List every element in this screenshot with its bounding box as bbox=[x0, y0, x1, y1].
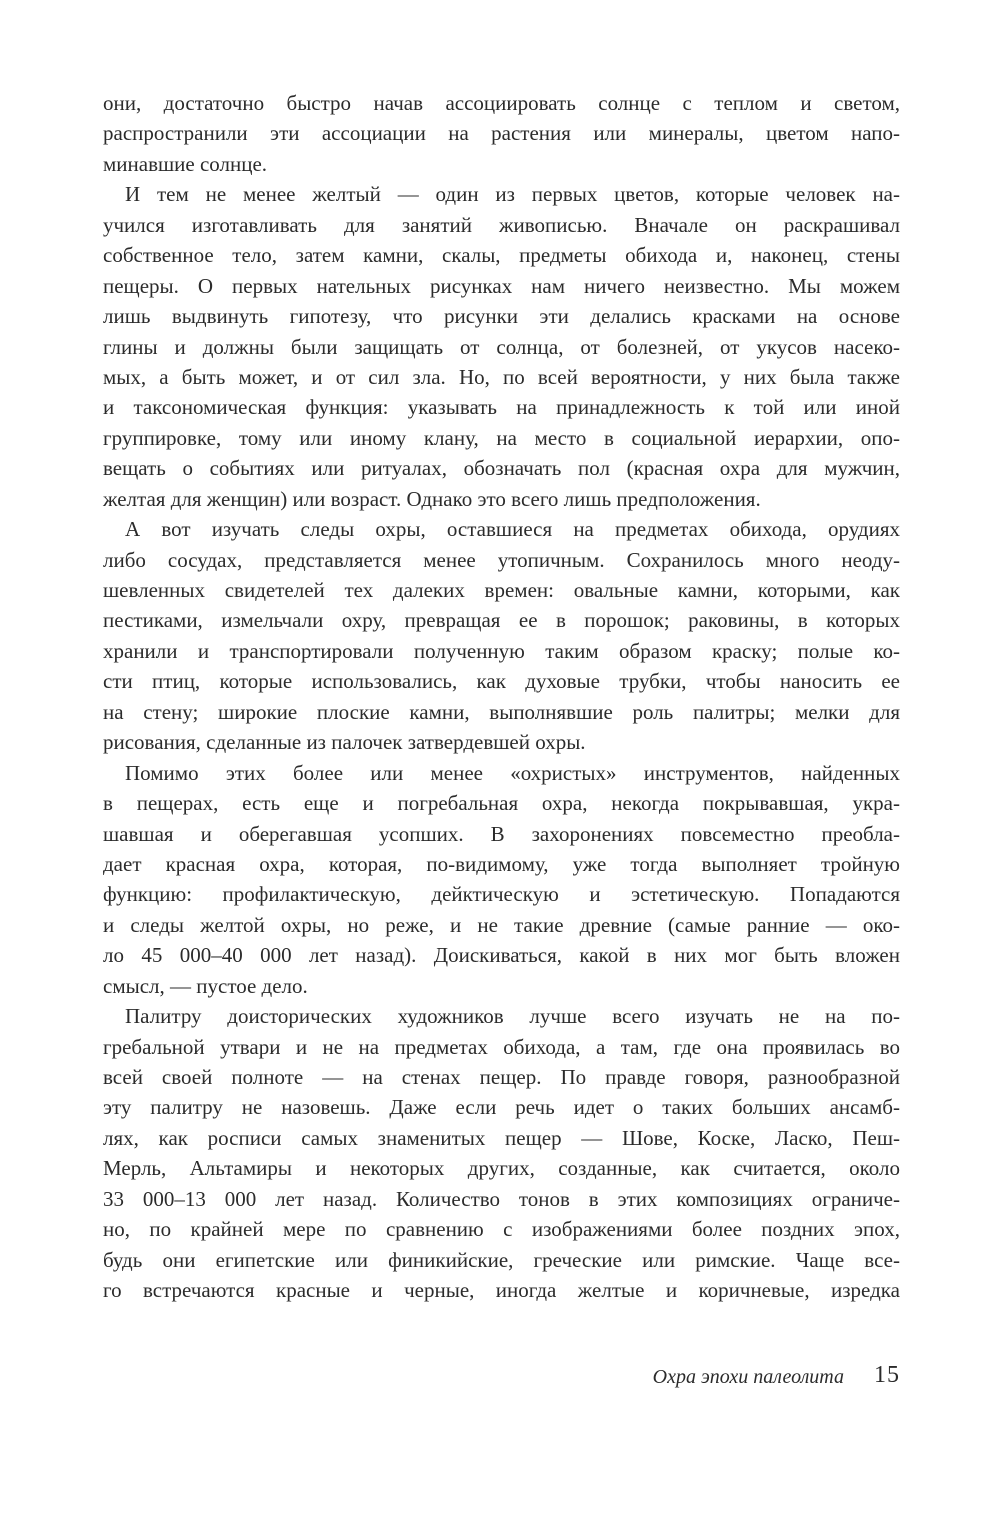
page-number: 15 bbox=[874, 1362, 900, 1388]
text-line: либо сосудах, представляется менее утопичным. Сохранилось много неоду- bbox=[103, 547, 900, 572]
text-line: лишь выдвинуть гипотезу, что рисунки эти делались красками на основе bbox=[103, 304, 900, 329]
text-line: вещать о событиях или ритуалах, обозначать пол (красная охра для мужчин, bbox=[103, 456, 900, 481]
paragraph bbox=[103, 88, 900, 179]
page-footer bbox=[103, 1360, 900, 1396]
text-line: сти птиц, которые использовались, как духовые трубки, чтобы наносить ее bbox=[103, 669, 900, 694]
text-line: минавшие солнце. bbox=[103, 151, 268, 176]
text-line: 33 000–13 000 лет назад. Количество тонов в этих композициях ограниче- bbox=[103, 1186, 900, 1211]
text-line: эту палитру не назовешь. Даже если речь идет о таких больших ансамб- bbox=[103, 1095, 900, 1120]
text-line: ло 45 000–40 000 лет назад). Доискиваться, какой в них мог быть вложен bbox=[103, 943, 900, 968]
text-line: но, по крайней мере по сравнению с изображениями более поздних эпох, bbox=[103, 1217, 900, 1242]
text-line: Палитру доисторических художников лучше всего изучать не на по- bbox=[125, 1004, 900, 1029]
text-line: смысл, — пустое дело. bbox=[103, 973, 308, 998]
text-line: глины и должны были защищать от солнца, от болезней, от укусов насеко- bbox=[103, 334, 900, 359]
paragraph bbox=[103, 179, 900, 514]
text-line: и таксономическая функция: указывать на принадлежность к той или иной bbox=[103, 395, 900, 420]
text-line: желтая для женщин) или возраст. Однако это всего лишь предположения. bbox=[103, 486, 761, 511]
text-line: дает красная охра, которая, по-видимому, уже тогда выполняет тройную bbox=[103, 851, 900, 876]
text-line: И тем не менее желтый — один из первых цветов, которые человек на- bbox=[125, 182, 900, 207]
text-line: пестиками, измельчали охру, превращая ее в порошок; раковины, в которых bbox=[103, 608, 900, 633]
paragraph bbox=[103, 1001, 900, 1305]
running-title: Охра эпохи палеолита bbox=[652, 1366, 844, 1388]
text-line: Мерль, Альтамиры и некоторых других, созданные, как считается, около bbox=[103, 1156, 900, 1181]
text-line: шавшая и оберегавшая усопших. В захоронениях повсеместно преобла- bbox=[103, 821, 900, 846]
text-line: всей своей полноте — на стенах пещер. По правде говоря, разнообразной bbox=[103, 1065, 900, 1089]
text-line: мых, а быть может, и от сил зла. Но, по всей вероятности, у них была также bbox=[103, 364, 900, 389]
text-line: распространили эти ассоциации на растения или минералы, цветом напо- bbox=[103, 121, 900, 146]
text-line: функцию: профилактическую, дейктическую и эстетическую. Попадаются bbox=[103, 882, 900, 907]
text-line: гребальной утвари и не на предметах обихода, а там, где она проявилась во bbox=[103, 1034, 900, 1059]
paragraph bbox=[103, 514, 900, 758]
text-line: в пещерах, есть еще и погребальная охра, некогда покрывавшая, укра- bbox=[103, 791, 900, 816]
page-body-text bbox=[103, 88, 900, 1306]
text-line: на стену; широкие плоские камни, выполнявшие роль палитры; мелки для bbox=[103, 699, 900, 724]
text-line: группировке, тому или иному клану, на место в социальной иерархии, опо- bbox=[103, 425, 900, 450]
text-line: они, достаточно быстро начав ассоциировать солнце с теплом и светом, bbox=[103, 91, 900, 115]
text-line: шевленных свидетелей тех далеких времен: овальные камни, которыми, как bbox=[103, 578, 900, 602]
text-line: го встречаются красные и черные, иногда желтые и коричневые, изредка bbox=[103, 1278, 900, 1303]
text-line: хранили и транспортировали полученную таким образом краску; полые ко- bbox=[103, 638, 900, 663]
text-line: пещеры. О первых нательных рисунках нам ничего неизвестно. Мы можем bbox=[103, 273, 900, 298]
paragraph bbox=[103, 758, 900, 1002]
text-line: А вот изучать следы охры, оставшиеся на предметах обихода, орудиях bbox=[125, 517, 900, 542]
text-line: и следы желтой охры, но реже, и не такие древние (самые ранние — око- bbox=[103, 912, 900, 937]
text-line: учился изготавливать для занятий живописью. Вначале он раскрашивал bbox=[103, 212, 900, 237]
text-line: лях, как росписи самых знаменитых пещер — Шове, Коске, Ласко, Пеш- bbox=[103, 1125, 900, 1150]
text-line: будь они египетские или финикийские, греческие или римские. Чаще все- bbox=[103, 1247, 900, 1272]
text-line: Помимо этих более или менее «охристых» инструментов, найденных bbox=[125, 760, 900, 785]
text-line: рисования, сделанные из палочек затвердевшей охры. bbox=[103, 730, 586, 755]
text-line: собственное тело, затем камни, скалы, предметы обихода и, наконец, стены bbox=[103, 243, 900, 268]
